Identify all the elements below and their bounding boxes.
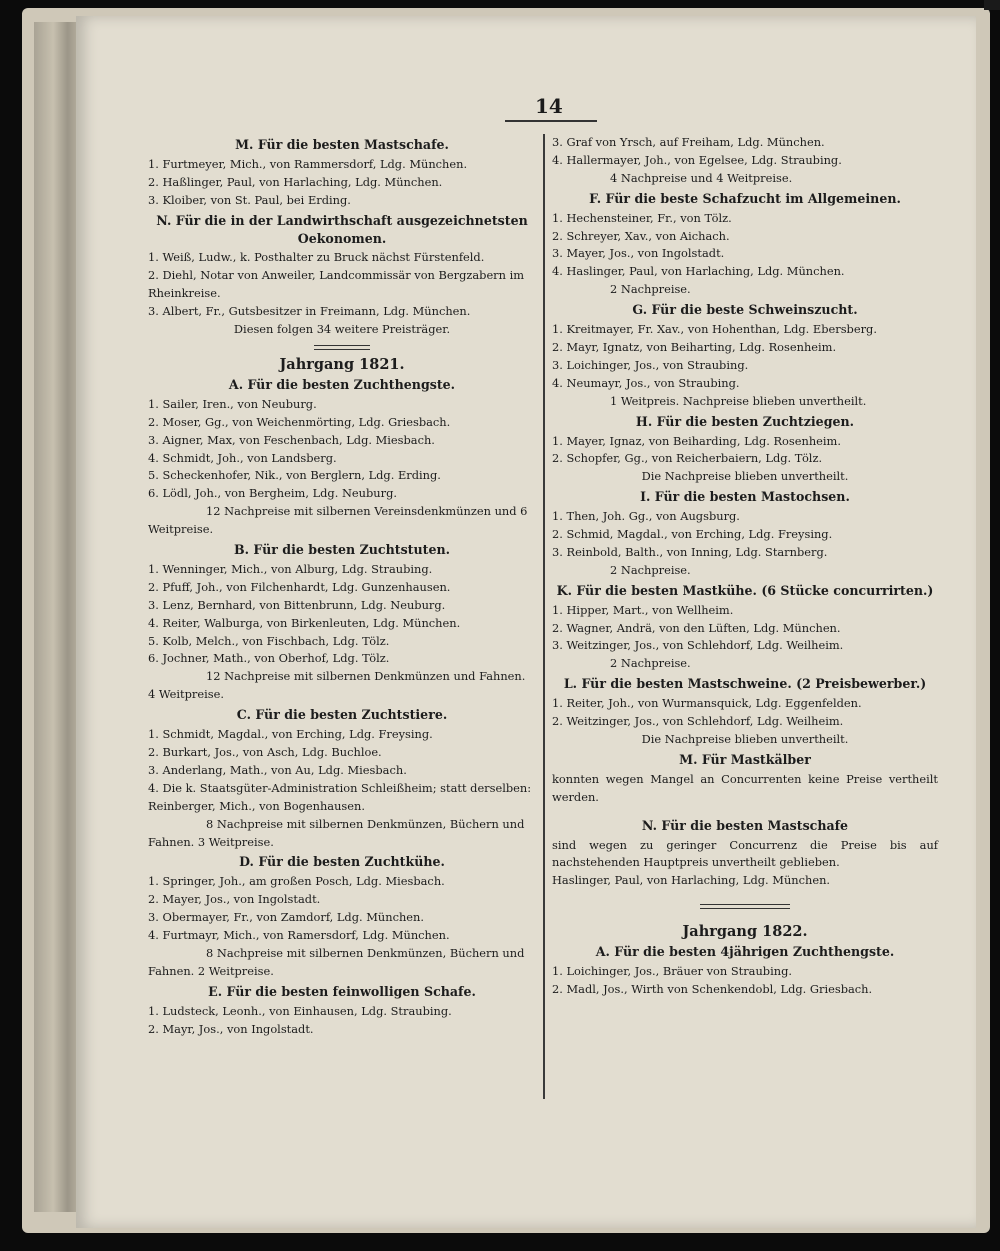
section-heading: E. Für die besten feinwolligen Schafe. — [208, 983, 476, 999]
section-heading: A. Für die besten 4jährigen Zuchthengste. — [595, 944, 895, 960]
prize-note: 1 Weitpreis. Nachpreise blieben unvertheilt. — [610, 393, 867, 408]
prize-note: 8 Nachpreise mit silbernen Denkmünzen, Büchern und Fahnen. 2 Weitpreise. — [148, 945, 525, 978]
list-item: 3. Graf von Yrsch, auf Freiham, Ldg. München. — [552, 135, 825, 149]
list-item: 2. Mayr, Ignatz, von Beiharting, Ldg. Rosenheim. — [552, 339, 837, 354]
corner-mark — [984, 0, 1000, 10]
page-number-rule — [505, 120, 597, 122]
year-heading: Jahrgang 1822. — [682, 923, 808, 941]
list-item: 1. Mayer, Ignaz, von Beiharding, Ldg. Rosenheim. — [552, 433, 841, 448]
section-heading: H. Für die besten Zuchtziegen. — [635, 413, 855, 429]
list-item: 1. Loichinger, Jos., Bräuer von Straubing. — [552, 964, 792, 979]
column-divider — [543, 134, 545, 1099]
list-item: 4. Hallermayer, Joh., von Egelsee, Ldg. Straubing. — [552, 152, 842, 167]
list-item: 4. Neumayr, Jos., von Straubing. — [552, 375, 740, 390]
page-edges — [34, 22, 82, 1212]
list-item: 2. Haßlinger, Paul, von Harlaching, Ldg. München. — [148, 174, 443, 189]
paragraph: sind wegen zu geringer Concurrenz die Preise bis auf nachstehenden Hauptpreis unvertheilt geblieben. — [552, 837, 938, 870]
list-item: 2. Weitzinger, Jos., von Schlehdorf, Ldg. Weilheim. — [552, 714, 844, 729]
list-item: 2. Pfuff, Joh., von Filchenhardt, Ldg. Gunzenhausen. — [148, 579, 451, 594]
section-heading: C. Für die besten Zuchtstiere. — [236, 707, 448, 723]
list-item: 4. Die k. Staatsgüter-Administration Schleißheim; statt derselben: Reinberger, Mich., von Bogenhausen. — [148, 780, 532, 813]
list-item: 2. Schopfer, Gg., von Reicherbaiern, Ldg. Tölz. — [552, 451, 823, 466]
list-item: 2. Schmid, Magdal., von Erching, Ldg. Freysing. — [552, 527, 833, 542]
list-item: 4. Furtmayr, Mich., von Ramersdorf, Ldg. München. — [148, 928, 450, 943]
section-heading: I. Für die besten Mastochsen. — [640, 489, 850, 505]
prize-note: 2 Nachpreise. — [610, 282, 691, 297]
list-item: 3. Kloiber, von St. Paul, bei Erding. — [148, 192, 351, 207]
list-item: 6. Jochner, Math., von Oberhof, Ldg. Tölz. — [148, 651, 390, 666]
prize-note: 4 Nachpreise und 4 Weitpreise. — [610, 170, 793, 185]
list-item: 1. Ludsteck, Leonh., von Einhausen, Ldg. Straubing. — [148, 1003, 452, 1018]
list-item: 1. Hipper, Mart., von Wellheim. — [552, 602, 734, 617]
list-item: 1. Hechensteiner, Fr., von Tölz. — [552, 210, 732, 225]
list-item: 4. Schmidt, Joh., von Landsberg. — [148, 450, 337, 465]
paragraph: konnten wegen Mangel an Concurrenten keine Preise vertheilt werden. — [552, 771, 938, 804]
list-item: 1. Schmidt, Magdal., von Erching, Ldg. Freysing. — [148, 727, 433, 742]
section-rule — [700, 904, 790, 909]
list-item: 1. Springer, Joh., am großen Posch, Ldg. Miesbach. — [148, 874, 445, 889]
list-item: 2. Mayer, Jos., von Ingolstadt. — [148, 892, 321, 907]
list-item: 3. Loichinger, Jos., von Straubing. — [552, 357, 749, 372]
page-number: 14 — [535, 94, 563, 118]
prize-note: 2 Nachpreise. — [610, 656, 691, 671]
list-item: 1. Weiß, Ludw., k. Posthalter zu Bruck nächst Fürstenfeld. — [148, 250, 485, 265]
list-item: 1. Reiter, Joh., von Wurmansquick, Ldg. Eggenfelden. — [552, 696, 862, 711]
list-item: 3. Obermayer, Fr., von Zamdorf, Ldg. München. — [148, 910, 425, 925]
list-item: 4. Haslinger, Paul, von Harlaching, Ldg. München. — [552, 264, 845, 279]
year-heading: Jahrgang 1821. — [279, 355, 405, 373]
prize-note: 2 Nachpreise. — [610, 562, 691, 577]
section-heading: B. Für die besten Zuchtstuten. — [234, 542, 450, 558]
list-item: 3. Aigner, Max, von Feschenbach, Ldg. Miesbach. — [148, 432, 435, 447]
list-item: 2. Burkart, Jos., von Asch, Ldg. Buchloe. — [148, 745, 382, 759]
section-rule — [314, 345, 370, 350]
list-item: 5. Scheckenhofer, Nik., von Berglern, Ldg. Erding. — [148, 468, 441, 483]
list-item: 4. Reiter, Walburga, von Birkenleuten, Ldg. München. — [148, 615, 461, 630]
left-column — [148, 134, 536, 1039]
prize-note: 8 Nachpreise mit silbernen Denkmünzen, Büchern und Fahnen. 3 Weitpreise. — [148, 816, 525, 849]
section-heading: K. Für die besten Mastkühe. (6 Stücke concurrirten.) — [556, 582, 934, 598]
list-item: 1. Kreitmayer, Fr. Xav., von Hohenthan, Ldg. Ebersberg. — [552, 322, 877, 337]
list-item: 2. Wagner, Andrä, von den Lüften, Ldg. München. — [552, 620, 841, 635]
prize-note: 12 Nachpreise mit silbernen Vereinsdenkmünzen und 6 Weitpreise. — [148, 504, 528, 537]
right-column — [552, 134, 938, 999]
list-item: 5. Kolb, Melch., von Fischbach, Ldg. Tölz. — [148, 633, 390, 648]
list-item: 1. Wenninger, Mich., von Alburg, Ldg. Straubing. — [148, 561, 433, 576]
prize-note: 12 Nachpreise mit silbernen Denkmünzen und Fahnen. 4 Weitpreise. — [148, 669, 526, 702]
prize-note: Die Nachpreise blieben unvertheilt. — [641, 732, 849, 746]
list-item: 1. Furtmeyer, Mich., von Rammersdorf, Ldg. München. — [148, 156, 468, 171]
spacer — [552, 807, 938, 815]
list-item: 3. Reinbold, Balth., von Inning, Ldg. Starnberg. — [552, 544, 828, 559]
section-heading: A. Für die besten Zuchthengste. — [228, 376, 456, 392]
list-item: 3. Albert, Fr., Gutsbesitzer in Freimann, Ldg. München. — [148, 304, 471, 319]
section-heading: N. Für die in der Landwirthschaft ausgezeichnetsten Oekonomen. — [156, 212, 528, 246]
prize-note: Diesen folgen 34 weitere Preisträger. — [233, 322, 451, 337]
list-item: 1. Then, Joh. Gg., von Augsburg. — [552, 509, 740, 524]
prize-note: Die Nachpreise blieben unvertheilt. — [641, 469, 849, 484]
list-item: Haslinger, Paul, von Harlaching, Ldg. München. — [552, 873, 831, 888]
section-heading: F. Für die beste Schafzucht im Allgemeinen. — [589, 190, 901, 206]
section-heading: M. Für Mastkälber — [679, 751, 811, 767]
list-item: 2. Schreyer, Xav., von Aichach. — [552, 228, 730, 243]
section-heading: D. Für die besten Zuchtkühe. — [239, 854, 445, 870]
list-item: 2. Mayr, Jos., von Ingolstadt. — [148, 1021, 314, 1036]
section-heading: N. Für die besten Mastschafe — [641, 817, 849, 833]
list-item: 3. Lenz, Bernhard, von Bittenbrunn, Ldg. Neuburg. — [148, 597, 446, 612]
list-item: 2. Diehl, Notar von Anweiler, Landcommissär von Bergzabern im Rheinkreise. — [148, 268, 525, 301]
section-heading: G. Für die beste Schweinszucht. — [632, 302, 858, 318]
list-item: 1. Sailer, Iren., von Neuburg. — [148, 396, 317, 411]
list-item: 2. Madl, Jos., Wirth von Schenkendobl, Ldg. Griesbach. — [552, 981, 873, 996]
section-heading: M. Für die besten Mastschafe. — [235, 137, 449, 152]
list-item: 2. Moser, Gg., von Weichenmörting, Ldg. Griesbach. — [148, 414, 451, 429]
section-heading: L. Für die besten Mastschweine. (2 Preisbewerber.) — [563, 676, 927, 692]
list-item: 3. Weitzinger, Jos., von Schlehdorf, Ldg. Weilheim. — [552, 638, 844, 653]
list-item: 6. Lödl, Joh., von Bergheim, Ldg. Neuburg. — [148, 486, 397, 501]
list-item: 3. Mayer, Jos., von Ingolstadt. — [552, 246, 725, 261]
list-item: 3. Anderlang, Math., von Au, Ldg. Miesbach. — [148, 762, 407, 777]
